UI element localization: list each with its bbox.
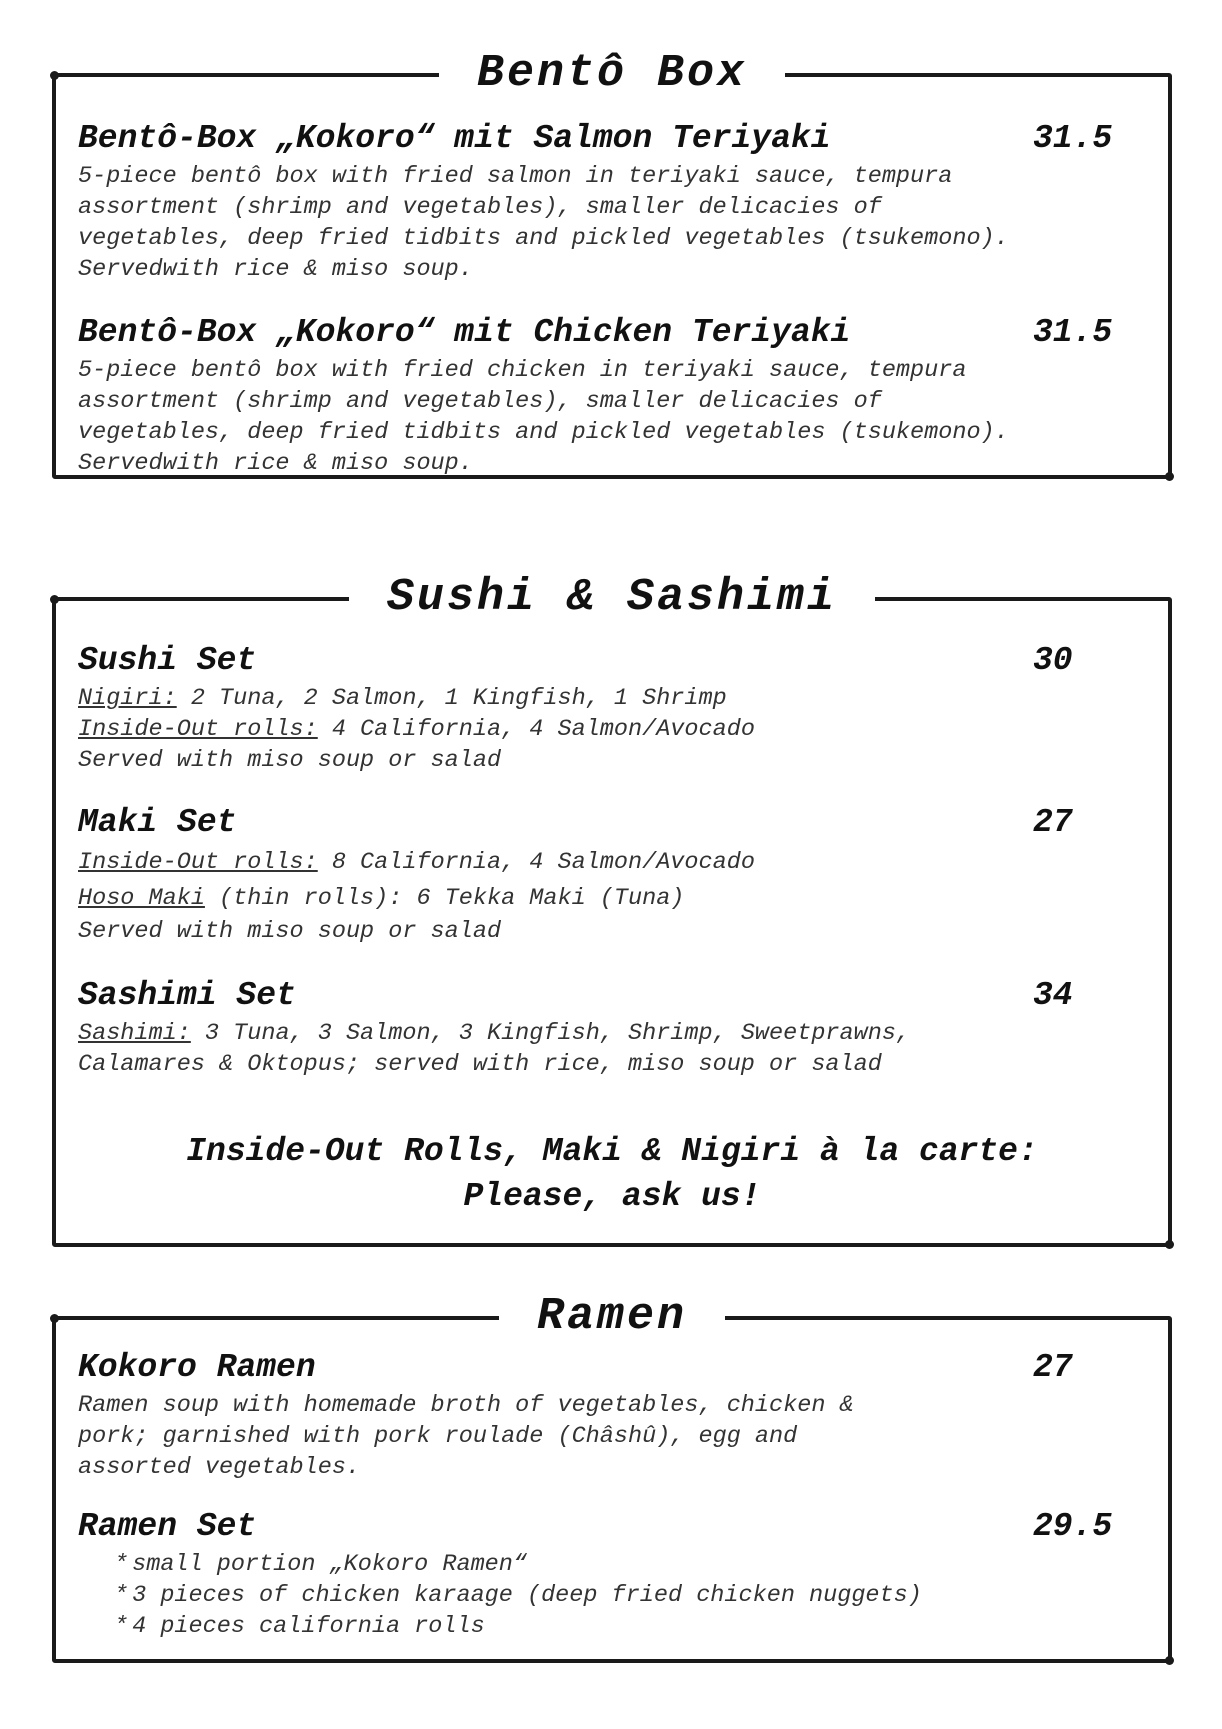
item-price: 27 (1033, 804, 1073, 841)
bullet-item: * 4 pieces california rolls (114, 1611, 1128, 1642)
menu-item-maki-set (78, 805, 1128, 947)
item-name: Bentô-Box „Kokoro“ mit Chicken Teriyaki (78, 314, 851, 351)
menu-item-sashimi-set (78, 978, 1128, 1080)
item-price: 29.5 (1033, 1508, 1113, 1545)
item-description: Inside-Out rolls: 8 California, 4 Salmon/Avocado Hoso Maki (thin rolls): 6 Tekka Maki (Tuna) Served with miso soup or salad (78, 849, 755, 945)
menu-item-chicken-teriyaki (78, 315, 1128, 479)
item-name: Sashimi Set (78, 977, 296, 1014)
section-title: Bentô Box (439, 48, 785, 99)
item-name: Sushi Set (78, 642, 257, 679)
section-title: Sushi & Sashimi (349, 572, 875, 623)
bento-box-section (52, 48, 1172, 479)
item-description: Nigiri: 2 Tuna, 2 Salmon, 1 Kingfish, 1 Shrimp Inside-Out rolls: 4 California, 4 Salmon/Avocado Served with miso soup or salad (78, 685, 755, 774)
a-la-carte-note: Inside-Out Rolls, Maki & Nigiri à la carte: Please, ask us! (186, 1133, 1038, 1215)
item-description: Ramen soup with homemade broth of vegetables, chicken & pork; garnished with pork roulade (Châshû), egg and assorted vegetables. (78, 1392, 854, 1481)
ramen-section (52, 1291, 1172, 1663)
sushi-sashimi-section (52, 572, 1172, 1247)
section-title: Ramen (499, 1291, 725, 1342)
item-name: Maki Set (78, 804, 237, 841)
item-description: 5-piece bentô box with fried chicken in teriyaki sauce, tempura assortment (shrimp and vegetables), smaller delicacies of vegetables, deep fried tidbits and pickled vegetables (tsukemono). Servedwith rice & miso soup. (78, 357, 1009, 477)
item-price: 27 (1033, 1349, 1073, 1386)
item-price: 34 (1033, 977, 1073, 1014)
menu-item-kokoro-ramen (78, 1350, 1128, 1483)
item-price: 31.5 (1033, 314, 1113, 351)
item-name: Bentô-Box „Kokoro“ mit Salmon Teriyaki (78, 120, 831, 157)
item-bullet-list (78, 1549, 1128, 1642)
menu-item-ramen-set (78, 1509, 1128, 1642)
item-name: Kokoro Ramen (78, 1349, 316, 1386)
item-description: Sashimi: 3 Tuna, 3 Salmon, 3 Kingfish, Shrimp, Sweetprawns, Calamares & Oktopus; served with rice, miso soup or salad (78, 1020, 911, 1078)
bullet-item: * small portion „Kokoro Ramen“ (114, 1549, 1128, 1580)
item-name: Ramen Set (78, 1508, 257, 1545)
item-price: 30 (1033, 642, 1073, 679)
item-description: 5-piece bentô box with fried salmon in teriyaki sauce, tempura assortment (shrimp and vegetables), smaller delicacies of vegetables, deep fried tidbits and pickled vegetables (tsukemono). Servedwith rice & miso soup. (78, 163, 1009, 283)
menu-item-salmon-teriyaki (78, 121, 1128, 285)
bullet-item: * 3 pieces of chicken karaage (deep fried chicken nuggets) (114, 1580, 1128, 1611)
menu-item-sushi-set (78, 643, 1128, 776)
item-price: 31.5 (1033, 120, 1113, 157)
